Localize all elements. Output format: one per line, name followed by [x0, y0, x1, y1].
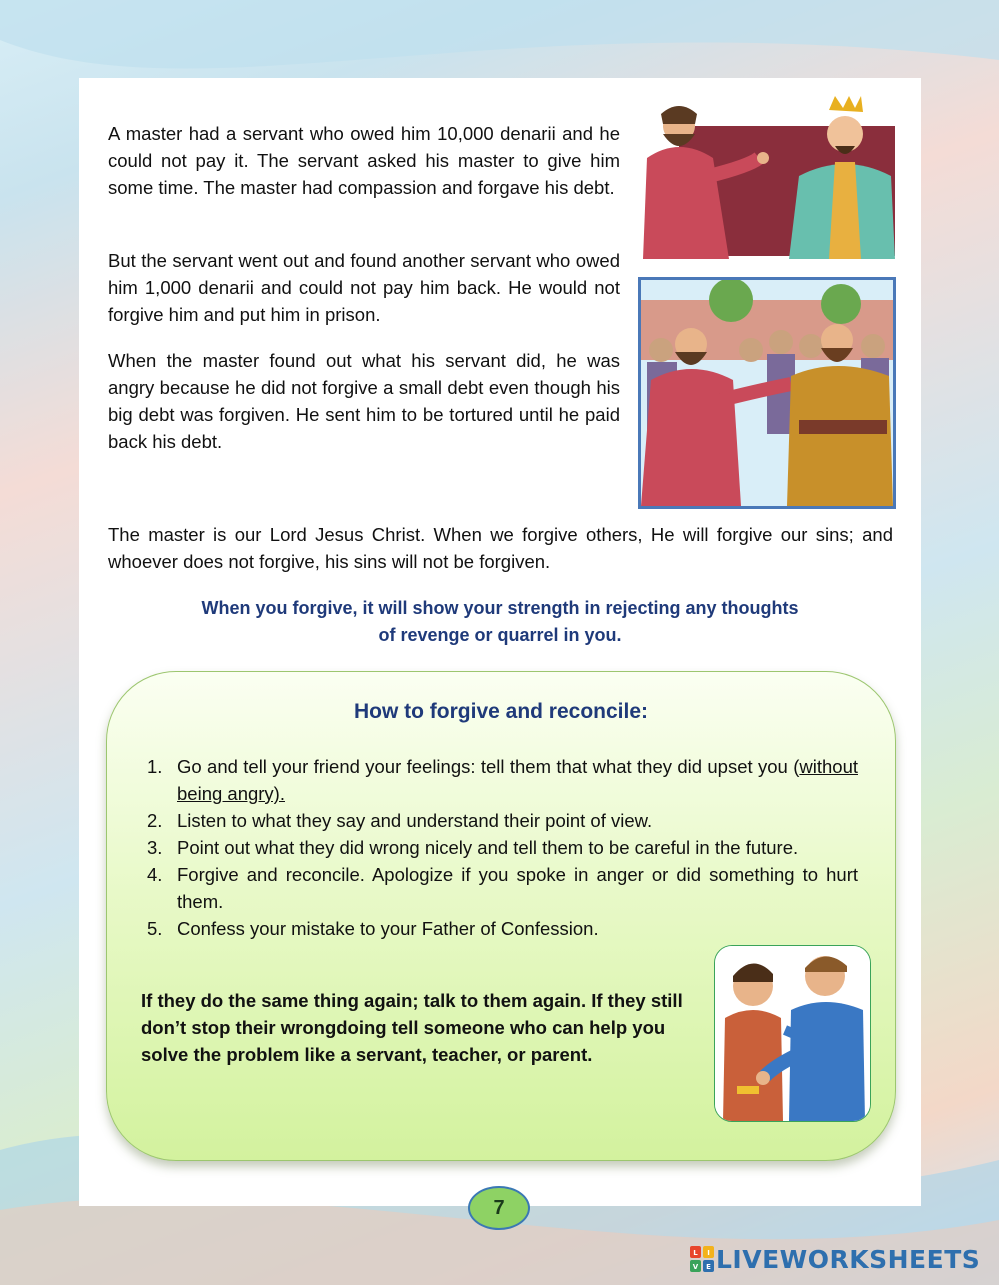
svg-text:L: L [693, 1249, 698, 1257]
step-number: 5. [147, 918, 163, 939]
liveworksheets-logo-icon [690, 1246, 714, 1272]
svg-text:V: V [692, 1263, 699, 1271]
step-item [147, 861, 858, 915]
step-text: Listen to what they say and understand their point of view. [177, 810, 653, 831]
worksheet-page [79, 78, 921, 1206]
story-paragraph-3: When the master found out what his servant did, he was angry because he did not forgive a small debt even though his big debt was forgiven. He sent him to be tortured until he paid back his debt. [108, 350, 620, 452]
step-item [147, 753, 858, 807]
crowd-illustration [638, 277, 896, 509]
step-text: Forgive and reconcile. Apologize if you spoke in anger or did something to hurt them. [177, 864, 858, 912]
steps-list [147, 753, 858, 942]
story-paragraph-1: A master had a servant who owed him 10,000 denarii and he could not pay it. The servant asked his master to give him some time. The master had compassion and forgave his debt. [108, 123, 620, 198]
quote-line-2: of revenge or quarrel in you. [378, 625, 622, 645]
step-number: 4. [147, 864, 163, 885]
step-underlined-text: without being angry). [177, 756, 858, 804]
step-text: Confess your mistake to your Father of Confession. [177, 918, 599, 939]
svg-text:E: E [706, 1263, 711, 1271]
brand-name: LIVEWORKSHEETS [716, 1244, 981, 1274]
step-number: 2. [147, 810, 163, 831]
story-paragraph-4: The master is our Lord Jesus Christ. When we forgive others, He will forgive our sins; and whoever does not forgive, his sins will not be forgiven. [108, 524, 893, 572]
step-item [147, 915, 858, 942]
step-item [147, 834, 858, 861]
page-number-badge: 7 [468, 1186, 530, 1230]
svg-text:I: I [707, 1249, 710, 1257]
master-and-servant-illustration [639, 96, 897, 259]
step-number: 1. [147, 756, 163, 777]
box-title: How to forgive and reconcile: [353, 700, 649, 723]
advice-note: If they do the same thing again; talk to them again. If they still don’t stop their wrongdoing tell someone who can help you solve the problem like a servant, teacher, or parent. [141, 990, 683, 1065]
step-text: Go and tell your friend your feelings: tell them that what they did upset you ( [177, 756, 800, 777]
how-to-forgive-box [106, 671, 896, 1161]
step-item [147, 807, 858, 834]
step-number: 3. [147, 837, 163, 858]
liveworksheets-brand[interactable] [690, 1244, 980, 1274]
quote-line-1: When you forgive, it will show your strength in rejecting any thoughts [201, 598, 799, 618]
two-friends-illustration [714, 945, 871, 1122]
story-paragraph-2: But the servant went out and found another servant who owed him 1,000 denarii and could not pay him back. He would not forgive him and put him in prison. [108, 250, 620, 325]
forgiveness-quote [139, 595, 861, 649]
step-text: Point out what they did wrong nicely and tell them to be careful in the future. [177, 837, 799, 858]
